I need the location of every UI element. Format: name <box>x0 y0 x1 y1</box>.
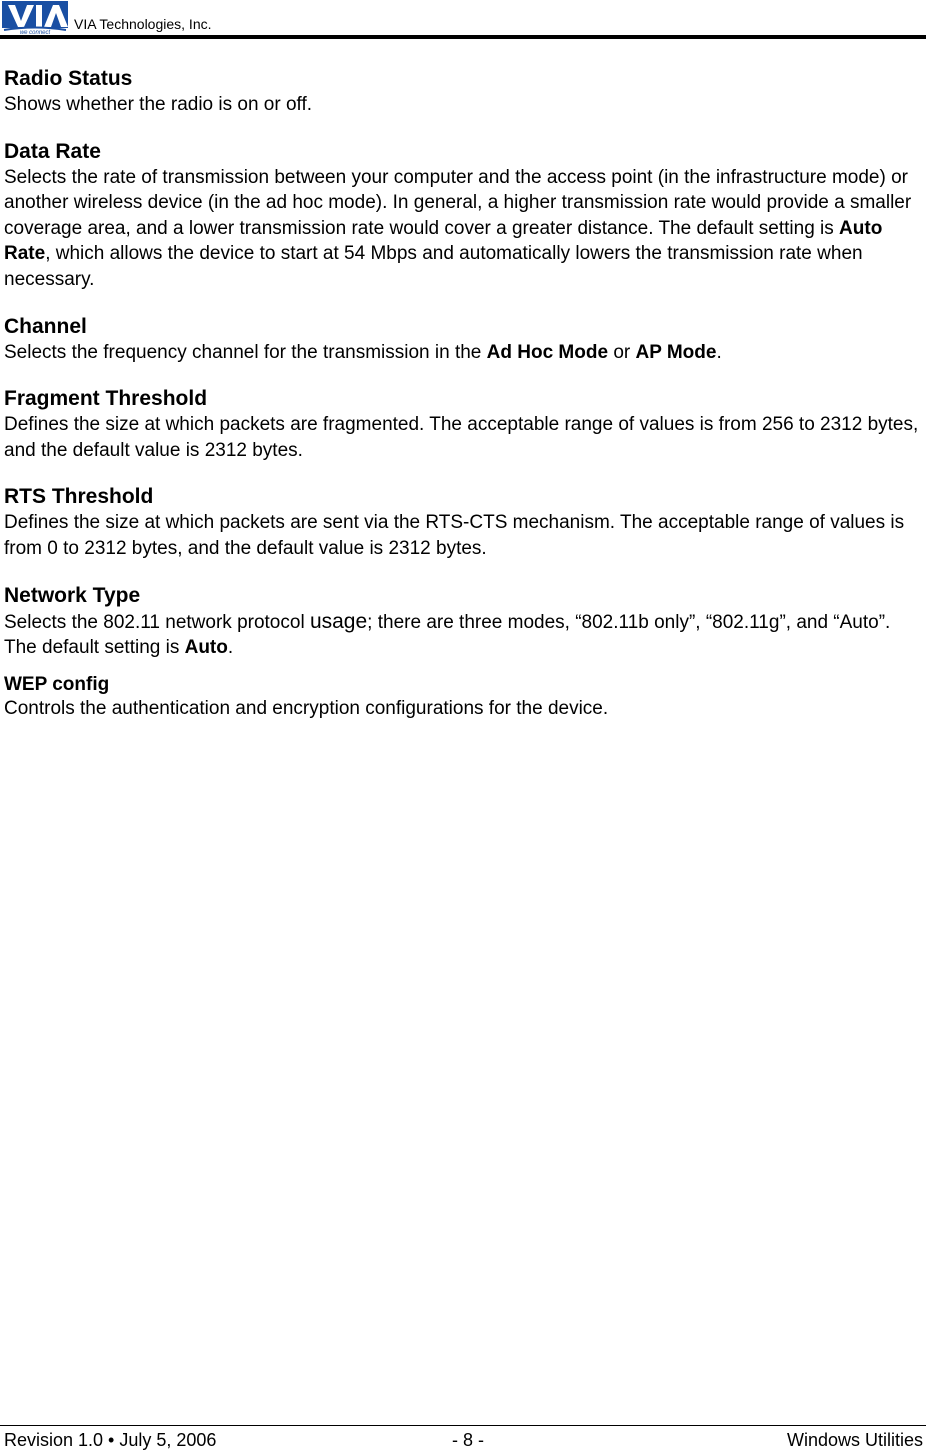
term-ap-mode: AP Mode <box>635 341 717 363</box>
section-wep-config <box>4 673 919 722</box>
section-body: Selects the rate of transmission between your computer and the access point (in the infrastructure mode) or another wireless device (in the ad hoc mode). In general, a higher transmission rate would provide a smaller coverage area, and a lower transmission rate would cover a greater distance. The default setting is Auto Rate, which allows the device to start at 54 Mbps and automatically lowers the transmission rate when necessary. <box>4 166 912 290</box>
section-title: WEP config <box>4 673 110 695</box>
section-body: Controls the authentication and encryption configurations for the device. <box>4 697 609 719</box>
term-ad-hoc-mode: Ad Hoc Mode <box>486 341 609 363</box>
via-logo-icon <box>2 1 68 35</box>
section-title: Network Type <box>4 583 141 607</box>
svg-text:we connect: we connect <box>19 30 51 35</box>
chapter-title: Windows Utilities <box>786 1430 923 1450</box>
section-body: Selects the 802.11 network protocol usage; there are three modes, “802.11b only”, “802.11g”, and “Auto”. The default setting is Auto. <box>4 609 891 659</box>
section-body: Defines the size at which packets are fragmented. The acceptable range of values is from 256 to 2312 bytes, and the default value is 2312 bytes. <box>4 414 919 461</box>
footer-divider <box>0 1425 926 1426</box>
document-body <box>4 66 919 742</box>
section-title: Radio Status <box>4 67 133 90</box>
section-channel <box>4 314 919 366</box>
section-network-type <box>4 583 919 661</box>
section-fragment-threshold <box>4 386 919 463</box>
term-auto-rate: Auto Rate <box>4 217 883 265</box>
company-name: VIA Technologies, Inc. <box>74 16 212 32</box>
page-header <box>0 0 926 40</box>
section-rts-threshold <box>4 484 919 561</box>
section-title: Channel <box>4 314 87 338</box>
revision-info: Revision 1.0 • July 5, 2006 <box>4 1430 217 1450</box>
section-body: Shows whether the radio is on or off. <box>4 94 313 115</box>
section-title: RTS Threshold <box>4 485 154 509</box>
section-title: Fragment Threshold <box>4 387 208 411</box>
term-auto: Auto <box>184 637 228 659</box>
page-footer <box>0 1430 926 1450</box>
section-body: Selects the frequency channel for the transmission in the Ad Hoc Mode or AP Mode. <box>4 341 722 363</box>
page-number: - 8 - <box>452 1430 485 1450</box>
section-title: Data Rate <box>4 139 101 163</box>
section-body: Defines the size at which packets are sent via the RTS-CTS mechanism. The acceptable range of values is from 0 to 2312 bytes, and the default value is 2312 bytes. <box>4 512 905 559</box>
section-data-rate <box>4 139 919 293</box>
header-divider <box>0 35 926 39</box>
section-radio-status <box>4 66 919 118</box>
